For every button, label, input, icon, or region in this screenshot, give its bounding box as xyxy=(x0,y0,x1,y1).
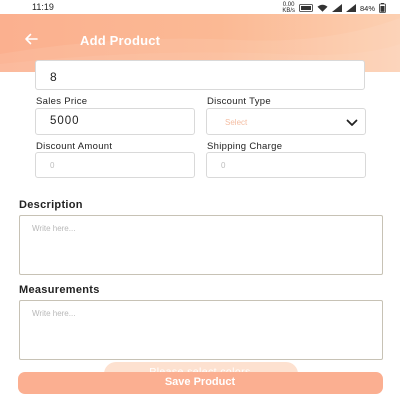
wifi-icon xyxy=(317,4,328,12)
discount-type-placeholder: Select xyxy=(225,118,248,127)
shipping-charge-placeholder: 0 xyxy=(221,161,226,170)
battery-percent: 84% xyxy=(359,3,375,13)
signal-icon xyxy=(332,4,342,12)
description-placeholder: Write here... xyxy=(32,224,76,233)
shipping-charge-input[interactable] xyxy=(206,152,366,178)
volte-icon xyxy=(299,4,313,12)
quantity-field[interactable] xyxy=(35,60,365,90)
status-bar xyxy=(0,0,400,14)
save-product-label: Save Product xyxy=(164,376,236,388)
discount-amount-label: Discount Amount xyxy=(36,141,113,152)
sales-price-label: Sales Price xyxy=(36,96,88,107)
net-speed-value: 0.00 xyxy=(282,2,295,8)
net-speed-unit: KB/s xyxy=(282,8,295,14)
measurements-placeholder: Write here... xyxy=(32,309,76,318)
status-indicators xyxy=(282,2,386,14)
status-time: 11:19 xyxy=(32,2,54,12)
arrow-left-icon[interactable] xyxy=(24,32,38,46)
battery-icon xyxy=(379,3,386,13)
quantity-value: 8 xyxy=(50,70,58,84)
chevron-down-icon xyxy=(346,119,358,127)
signal-icon-2 xyxy=(346,4,356,12)
shipping-charge-label: Shipping Charge xyxy=(207,141,283,152)
description-textarea[interactable] xyxy=(19,215,383,275)
measurements-label: Measurements xyxy=(19,284,100,296)
discount-amount-placeholder: 0 xyxy=(50,161,55,170)
sales-price-value: 5000 xyxy=(50,115,80,127)
sales-price-input[interactable] xyxy=(35,108,195,135)
discount-type-select[interactable] xyxy=(206,108,366,135)
description-label: Description xyxy=(19,199,83,211)
net-speed xyxy=(282,2,295,14)
discount-amount-input[interactable] xyxy=(35,152,195,178)
measurements-textarea[interactable] xyxy=(19,300,383,360)
page-title: Add Product xyxy=(80,33,161,48)
discount-type-label: Discount Type xyxy=(207,96,271,107)
